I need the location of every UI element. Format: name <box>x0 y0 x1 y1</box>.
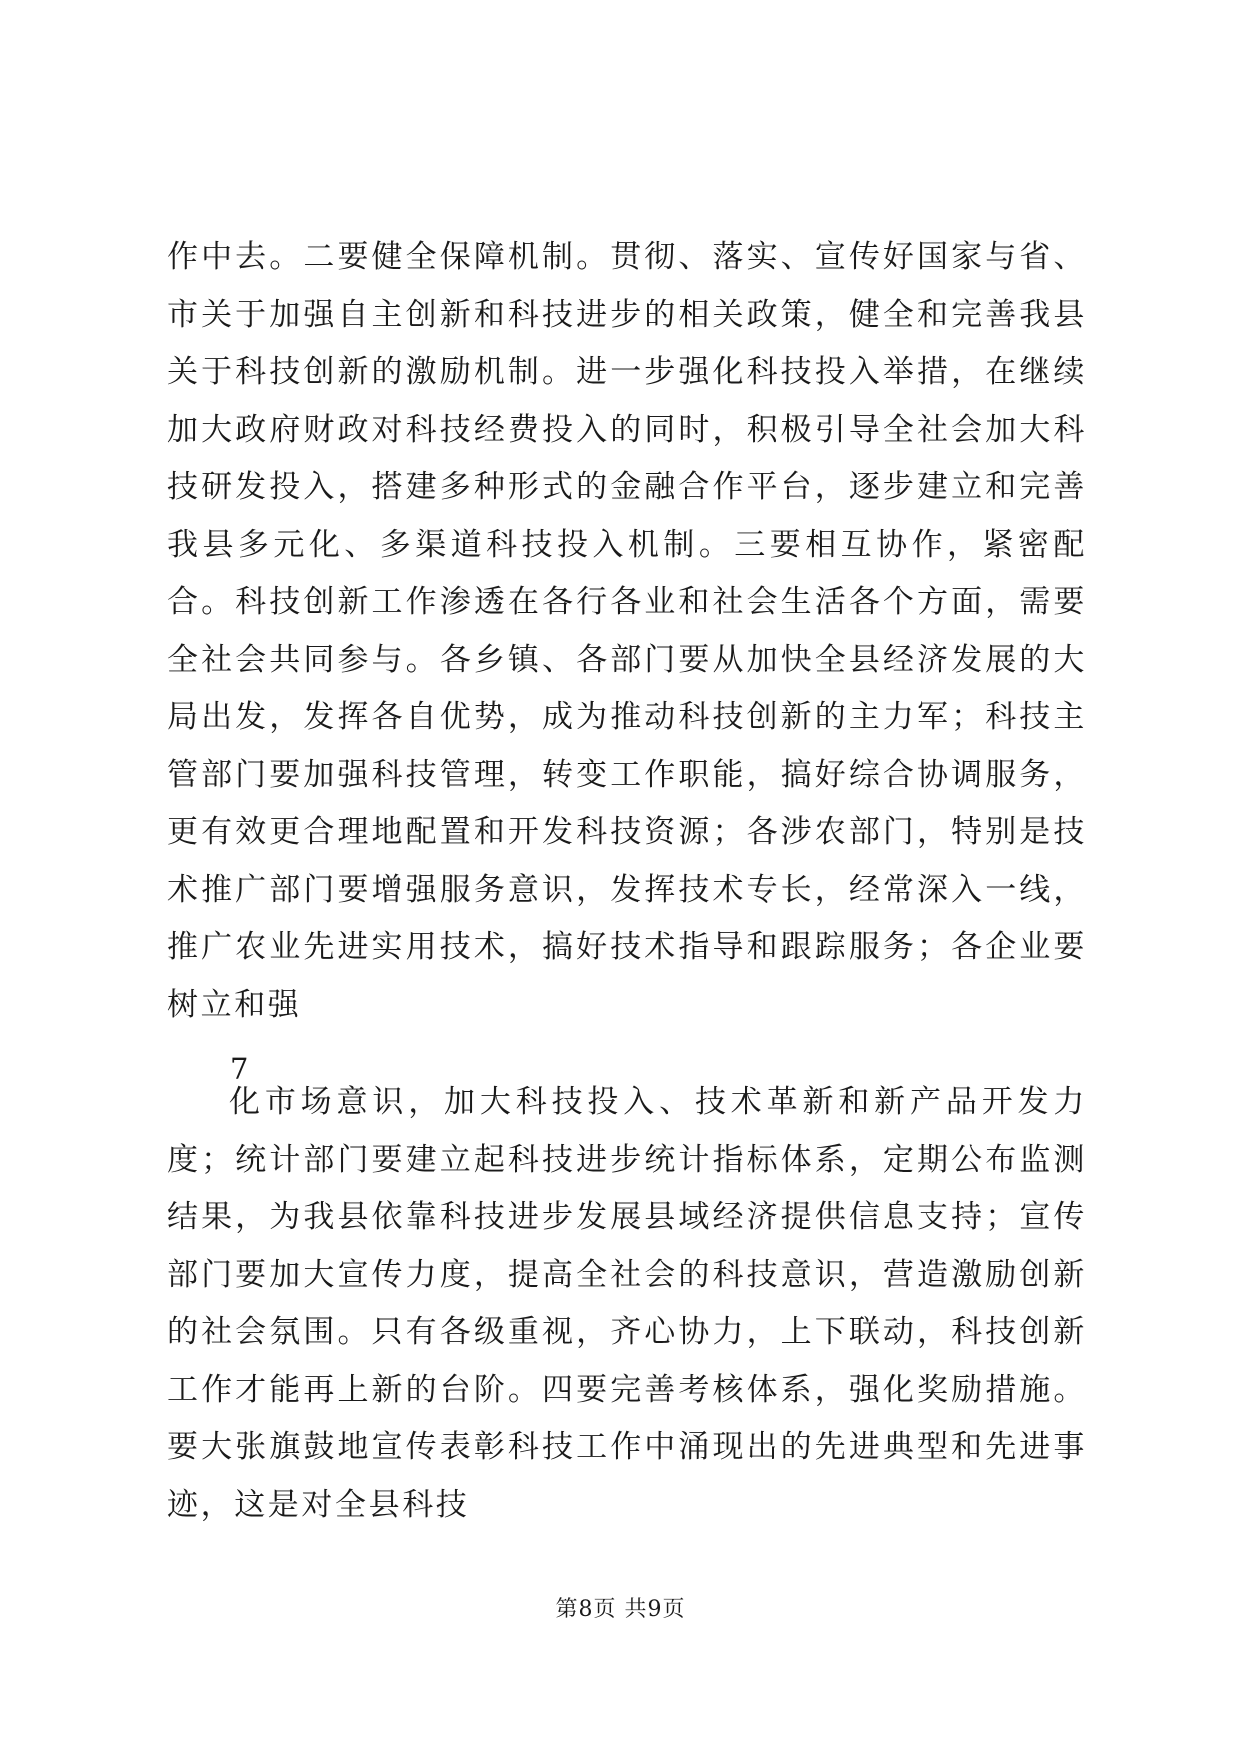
inline-page-number: 7 <box>230 1052 249 1086</box>
body-paragraph-1: 作中去。二要健全保障机制。贯彻、落实、宣传好国家与省、市关于加强自主创新和科技进步的相关政策，健全和完善我县关于科技创新的激励机制。进一步强化科技投入举措，在继续加大政府财政对科技经费投入的同时，积极引导全社会加大科技研发投入，搭建多种形式的金融合作平台，逐步建立和完善我县多元化、多渠道科技投入机制。三要相互协作，紧密配合。科技创新工作渗透在各行各业和社会生活各个方面，需要全社会共同参与。各乡镇、各部门要从加快全县经济发展的大局出发，发挥各自优势，成为推动科技创新的主力军；科技主管部门要加强科技管理，转变工作职能，搞好综合协调服务，更有效更合理地配置和开发科技资源；各涉农部门，特别是技术推广部门要增强服务意识，发挥技术专长，经常深入一线，推广农业先进实用技术，搞好技术指导和跟踪服务；各企业要树立和强 <box>167 239 1087 1023</box>
body-paragraph-2: 化市场意识，加大科技投入、技术革新和新产品开发力度；统计部门要建立起科技进步统计指标体系，定期公布监测结果，为我县依靠科技进步发展县域经济提供信息支持；宣传部门要加大宣传力度，提高全社会的科技意识，营造激励创新的社会氛围。只有各级重视，齐心协力，上下联动，科技创新工作才能再上新的台阶。四要完善考核体系，强化奖励措施。要大张旗鼓地宣传表彰科技工作中涌现出的先进典型和先进事迹，这是对全县科技 <box>167 1084 1087 1523</box>
page-footer: 第8页 共9页 <box>555 1597 686 1622</box>
